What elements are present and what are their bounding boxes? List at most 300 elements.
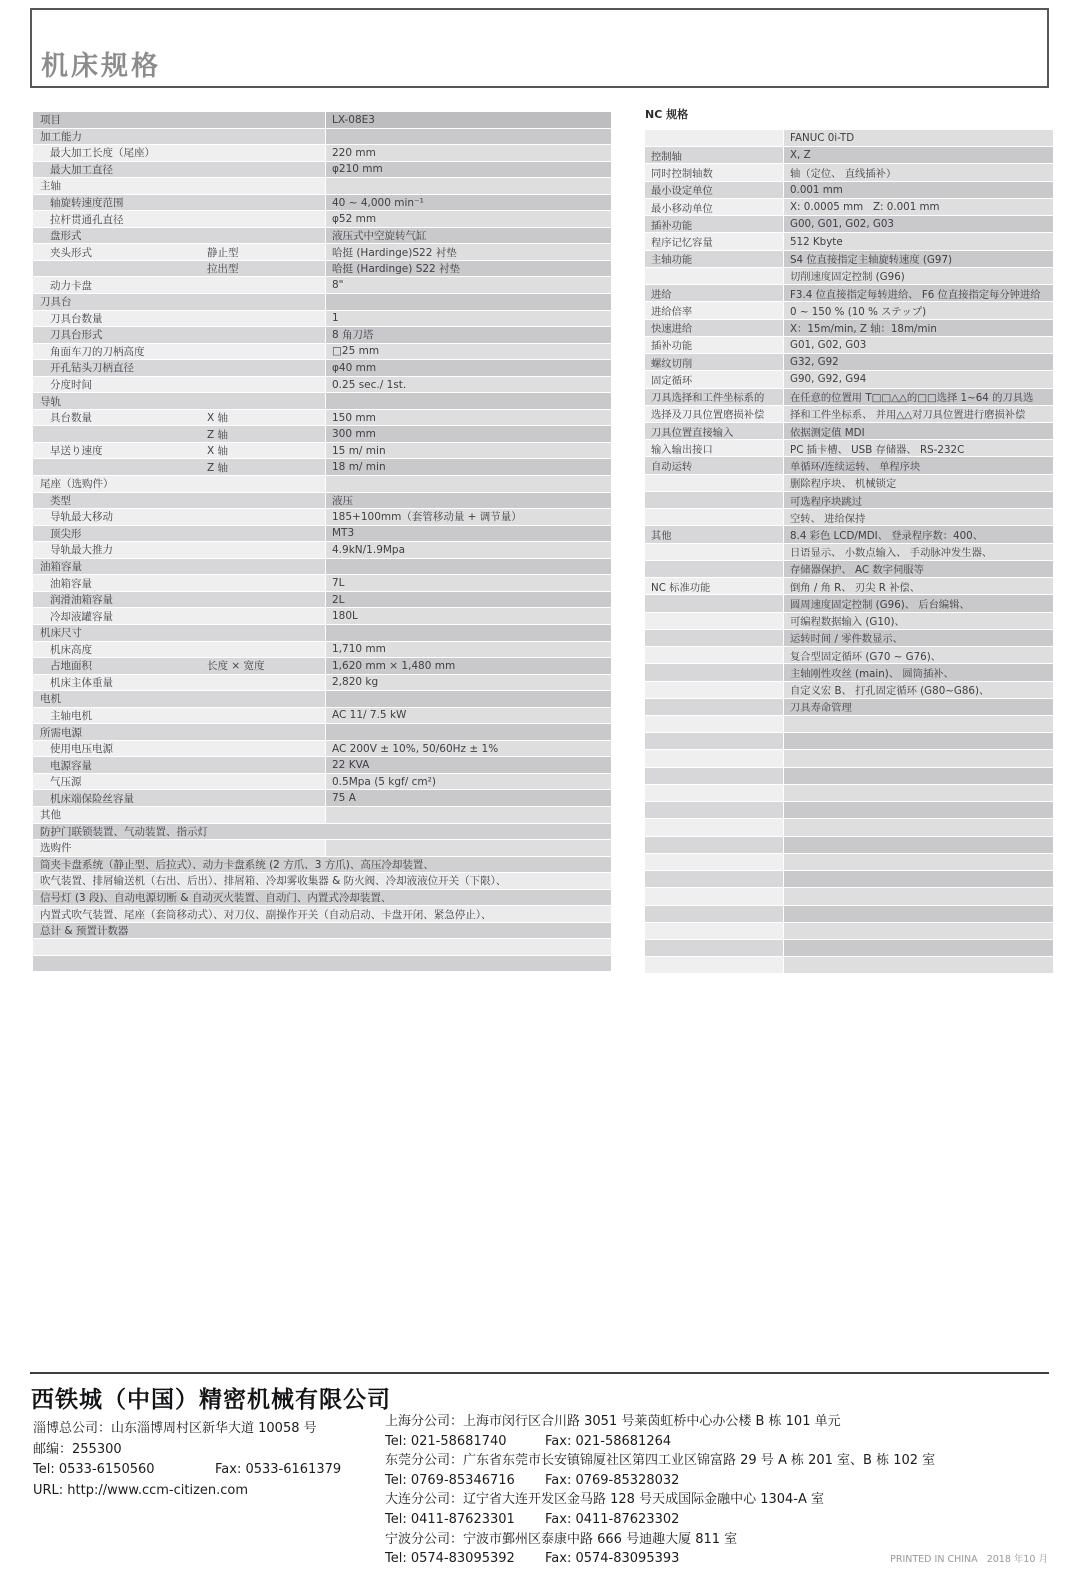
table-row [645, 613, 1053, 630]
spec-value-cell [783, 871, 1053, 887]
spec-label-cell [645, 492, 783, 508]
table-row [33, 244, 611, 261]
spec-value-cell [783, 733, 1053, 749]
spec-value-cell: 4.9kN/1.9Mpa [325, 542, 611, 558]
table-row [645, 733, 1053, 750]
page-header-box [30, 8, 1049, 88]
spec-label-cell [645, 768, 783, 784]
spec-label-cell [33, 211, 325, 227]
spec-label-cell [33, 195, 325, 211]
footer-line: URL: http://www.ccm-citizen.com [33, 1482, 249, 1498]
spec-label-cell [33, 443, 325, 459]
spec-sub-label: X 轴 [207, 412, 229, 425]
table-row [645, 182, 1053, 199]
table-row [33, 178, 611, 195]
spec-label-cell [33, 526, 325, 542]
table-row [645, 147, 1053, 164]
spec-value-cell: AC 11/ 7.5 kW [325, 708, 611, 724]
spec-label: 角面车刀的刀柄高度 [50, 345, 145, 358]
spec-value-cell: G90, G92, G94 [783, 371, 1053, 387]
spec-label: 导轨 [40, 395, 61, 408]
spec-label: 项目 [40, 114, 61, 127]
company-name: 西铁城（中国）精密机械有限公司 [31, 1387, 391, 1413]
spec-value-cell: 8 角刀塔 [325, 327, 611, 343]
spec-value-cell: 删除程序块、 机械锁定 [783, 475, 1053, 491]
footer-tel: Tel: 021-58681740 [385, 1433, 507, 1449]
spec-label-cell [33, 129, 325, 145]
spec-label-cell [33, 757, 325, 773]
spec-label: 导轨最大推力 [50, 544, 113, 557]
spec-label-cell [645, 647, 783, 663]
spec-value-cell [783, 837, 1053, 853]
spec-label-cell [33, 244, 325, 260]
spec-label-cell [33, 228, 325, 244]
spec-value-cell: 0 ~ 150 % (10 % ステップ) [783, 302, 1053, 318]
nc-spec-table [645, 130, 1053, 974]
spec-value-cell [325, 393, 611, 409]
spec-label-cell [645, 819, 783, 835]
table-row [645, 354, 1053, 371]
spec-label-cell [33, 625, 325, 641]
footer-fax: Fax: 0769-85328032 [545, 1472, 680, 1488]
spec-value-cell [325, 807, 611, 823]
spec-value-cell: 0.001 mm [783, 182, 1053, 198]
footer-head-office-block [33, 1419, 341, 1501]
spec-label: 主轴 [40, 180, 61, 193]
table-row [645, 957, 1053, 974]
spec-label: 早送り速度 [50, 445, 103, 458]
printed-note: PRINTED IN CHINA 2018 年10 月 [890, 1554, 1048, 1565]
spec-label-cell [33, 724, 325, 740]
spec-label: 具台数量 [50, 412, 92, 425]
table-row [33, 311, 611, 328]
spec-label: 尾座（选购件） [40, 478, 114, 491]
spec-label-cell [33, 608, 325, 624]
spec-label-cell [33, 642, 325, 658]
table-row [645, 371, 1053, 388]
table-row [33, 112, 611, 129]
table-row [645, 164, 1053, 181]
spec-label-cell [645, 130, 783, 146]
table-row [645, 526, 1053, 543]
spec-value-cell: 1,620 mm × 1,480 mm [325, 658, 611, 674]
spec-label: 分度时间 [50, 379, 92, 392]
spec-sub-label: 拉出型 [207, 263, 239, 276]
table-row [645, 906, 1053, 923]
spec-value-cell: 2L [325, 592, 611, 608]
spec-label: 盘形式 [50, 230, 82, 243]
footer-line: 上海分公司：上海市闵行区合川路 3051 号莱茵虹桥中心办公楼 B 栋 101 单元 [385, 1414, 841, 1429]
spec-label-cell [645, 957, 783, 973]
table-row [33, 443, 611, 460]
footer-line: 邮编：255300 [33, 1441, 122, 1457]
spec-label-cell [33, 493, 325, 509]
spec-value-cell: 空转、 进给保持 [783, 509, 1053, 525]
spec-label-cell: 最小移动单位 [645, 199, 783, 215]
table-row [645, 216, 1053, 233]
table-row [645, 544, 1053, 561]
table-row [645, 285, 1053, 302]
spec-label-cell [33, 691, 325, 707]
footer-telfax-line [33, 1460, 341, 1481]
spec-value-cell: G00, G01, G02, G03 [783, 216, 1053, 232]
spec-value-cell: 刀具寿命管理 [783, 699, 1053, 715]
table-row [645, 888, 1053, 905]
spec-label-cell [645, 595, 783, 611]
spec-label-cell [33, 360, 325, 376]
spec-label-cell: 螺纹切削 [645, 354, 783, 370]
spec-value-cell [783, 819, 1053, 835]
table-row [33, 509, 611, 526]
table-row [645, 923, 1053, 940]
spec-label-cell [33, 178, 325, 194]
table-row [33, 129, 611, 146]
spec-value-cell: □25 mm [325, 344, 611, 360]
spec-value-cell [325, 691, 611, 707]
table-row [645, 509, 1053, 526]
spec-value-cell: 可选程序块跳过 [783, 492, 1053, 508]
table-row [645, 320, 1053, 337]
table-row [33, 277, 611, 294]
spec-label: 润滑油箱容量 [50, 594, 113, 607]
table-row [645, 251, 1053, 268]
table-row [33, 493, 611, 510]
table-row [33, 741, 611, 758]
table-row [645, 578, 1053, 595]
table-row [645, 699, 1053, 716]
spec-value-cell [783, 906, 1053, 922]
spec-label-cell [33, 575, 325, 591]
spec-value-cell: FANUC 0i-TD [783, 130, 1053, 146]
spec-label-cell [645, 630, 783, 646]
footer-tel: Tel: 0769-85346716 [385, 1472, 515, 1488]
spec-label-cell [33, 162, 325, 178]
table-row: 总计 & 预置计数器 [33, 923, 611, 940]
table-row [645, 716, 1053, 733]
table-row [33, 675, 611, 692]
spec-label: 刀具台 [40, 296, 72, 309]
spec-value-cell: 0.25 sec./ 1st. [325, 377, 611, 393]
spec-label-cell [645, 561, 783, 577]
spec-label-cell: 主轴功能 [645, 251, 783, 267]
spec-value-cell: 15 m/ min [325, 443, 611, 459]
spec-value-cell: 复合型固定循环 (G70 ~ G76)、 [783, 647, 1053, 663]
spec-value-cell: LX-08E3 [325, 112, 611, 128]
table-row [645, 750, 1053, 767]
table-row [33, 658, 611, 675]
spec-value-cell: AC 200V ± 10%, 50/60Hz ± 1% [325, 741, 611, 757]
table-row [645, 406, 1053, 423]
footer-divider [30, 1372, 1049, 1374]
nc-spec-title: NC 规格 [645, 108, 689, 121]
spec-label-cell: 刀具位置直接输入 [645, 423, 783, 439]
table-row [645, 819, 1053, 836]
table-row [33, 377, 611, 394]
table-row [33, 642, 611, 659]
spec-value-cell: MT3 [325, 526, 611, 542]
spec-label: 类型 [50, 494, 71, 507]
spec-value-cell: X: 0.0005 mm Z: 0.001 mm [783, 199, 1053, 215]
spec-label-cell [33, 311, 325, 327]
spec-label-cell [33, 294, 325, 310]
table-row [645, 664, 1053, 681]
spec-value-cell: 可编程数据输入 (G10)、 [783, 613, 1053, 629]
spec-label-cell [33, 542, 325, 558]
table-row [645, 785, 1053, 802]
table-row [645, 682, 1053, 699]
spec-label-cell [33, 559, 325, 575]
table-row [33, 228, 611, 245]
table-row: 内置式吹气装置、尾座（套筒移动式）、对刀仪、副操作开关（自动启动、卡盘开闭、紧急停止）、 [33, 906, 611, 923]
table-row [645, 337, 1053, 354]
spec-label-cell: 插补功能 [645, 216, 783, 232]
spec-value-cell [783, 802, 1053, 818]
spec-label-cell [645, 888, 783, 904]
table-row [33, 840, 611, 857]
spec-label: 气压源 [50, 776, 82, 789]
spec-label-cell [645, 509, 783, 525]
spec-value-cell: X, Z [783, 147, 1053, 163]
spec-label-cell [645, 871, 783, 887]
spec-label: 机床端保险丝容量 [50, 792, 134, 805]
table-row [645, 561, 1053, 578]
spec-value-cell [783, 957, 1053, 973]
spec-label-cell [33, 393, 325, 409]
spec-value-cell: 1,710 mm [325, 642, 611, 658]
footer-line: 宁波分公司：宁波市鄞州区泰康中路 666 号迪趣大厦 811 室 [385, 1531, 738, 1547]
spec-label-cell: 同时控制轴数 [645, 164, 783, 180]
table-row [645, 268, 1053, 285]
spec-label: 轴旋转速度范围 [50, 197, 124, 209]
spec-label-cell [33, 774, 325, 790]
table-row [33, 757, 611, 774]
footer-telfax-line [385, 1471, 935, 1491]
spec-label: 夹头形式 [50, 246, 92, 259]
spec-label-cell [33, 377, 325, 393]
spec-label-cell: 控制轴 [645, 147, 783, 163]
spec-value-cell: 75 A [325, 790, 611, 806]
spec-value-cell [783, 785, 1053, 801]
table-row [33, 410, 611, 427]
spec-value-cell [783, 923, 1053, 939]
spec-value-cell: 液压 [325, 493, 611, 509]
spec-label-cell [33, 840, 325, 856]
spec-value-cell: 18 m/ min [325, 459, 611, 475]
table-row: 吹气装置、排屑输送机（右出、后出）、排屑箱、冷却雾收集器 & 防火阀、冷却液液位开关（下限）、 [33, 873, 611, 890]
spec-value-cell: 40 ~ 4,000 min⁻¹ [325, 195, 611, 211]
spec-value-cell: 185+100mm（套管移动量 + 调节量） [325, 509, 611, 525]
spec-label-cell: 选择及刀具位置磨损补偿 [645, 406, 783, 422]
table-row [33, 195, 611, 212]
spec-label: 所需电源 [40, 726, 82, 739]
spec-label-cell [33, 708, 325, 724]
footer-branches-block [385, 1412, 935, 1569]
table-row [33, 542, 611, 559]
spec-label: 加工能力 [40, 130, 82, 143]
spec-label-cell: NC 标准功能 [645, 578, 783, 594]
spec-value-cell: 哈挺 (Hardinge) S22 衬垫 [325, 261, 611, 277]
spec-value-cell [325, 625, 611, 641]
spec-value-cell: 日语显示、 小数点输入、 手动脉冲发生器、 [783, 544, 1053, 560]
spec-value-cell: 液压式中空旋转气缸 [325, 228, 611, 244]
table-row [645, 802, 1053, 819]
footer-telfax-line [385, 1432, 935, 1452]
spec-label-cell [645, 716, 783, 732]
spec-label-cell: 进给 [645, 285, 783, 301]
spec-value-cell [325, 178, 611, 194]
spec-value-cell: 单循环/连续运转、 单程序块 [783, 457, 1053, 473]
table-row [33, 360, 611, 377]
spec-label-cell [33, 426, 325, 442]
spec-label-cell [645, 544, 783, 560]
spec-label-cell [645, 613, 783, 629]
spec-value-cell: 22 KVA [325, 757, 611, 773]
spec-value-cell: X：15m/min, Z 轴：18m/min [783, 320, 1053, 336]
spec-label-cell [33, 592, 325, 608]
spec-value-cell: φ52 mm [325, 211, 611, 227]
table-row [645, 130, 1053, 147]
spec-label-cell [645, 699, 783, 715]
spec-value-cell [783, 768, 1053, 784]
spec-label-cell [33, 675, 325, 691]
table-row [645, 457, 1053, 474]
footer-fax: Fax: 0533-6161379 [215, 1462, 342, 1477]
table-row [33, 956, 611, 973]
spec-value-cell [325, 559, 611, 575]
spec-value-cell: 300 mm [325, 426, 611, 442]
spec-label: 开孔钻头刀柄直径 [50, 362, 134, 375]
spec-value-cell: 哈挺 (Hardinge)S22 衬垫 [325, 244, 611, 260]
table-row [645, 440, 1053, 457]
table-row [33, 426, 611, 443]
spec-label: 冷却液罐容量 [50, 610, 113, 623]
spec-sub-label: 静止型 [207, 246, 239, 259]
spec-label-cell [33, 459, 325, 475]
spec-value-cell: 存储器保护、 AC 数字伺服等 [783, 561, 1053, 577]
spec-label-cell: 最小设定单位 [645, 182, 783, 198]
spec-value-cell: 1 [325, 311, 611, 327]
spec-label: 选购件 [40, 842, 72, 855]
spec-value-cell: 依据测定值 MDI [783, 423, 1053, 439]
table-row [33, 459, 611, 476]
spec-value-cell: 在任意的位置用 T□□△△的□□选择 1~64 的刀具选 [783, 389, 1053, 405]
spec-label: 油箱容量 [40, 561, 82, 574]
spec-value-cell: 择和工件坐标系、 并用△△对刀具位置进行磨损补偿 [783, 406, 1053, 422]
footer-fax: Fax: 021-58681264 [545, 1433, 672, 1449]
table-row [33, 708, 611, 725]
spec-label-cell [33, 410, 325, 426]
spec-label-cell [645, 802, 783, 818]
table-row [33, 691, 611, 708]
spec-label-cell [645, 906, 783, 922]
spec-value-cell [783, 888, 1053, 904]
table-row [645, 492, 1053, 509]
table-row [33, 575, 611, 592]
table-row [33, 294, 611, 311]
spec-label: 机床高度 [50, 643, 92, 656]
spec-label: 最大加工长度（尾座） [50, 147, 155, 160]
spec-label: 刀具台形式 [50, 329, 103, 342]
spec-label: 电机 [40, 693, 61, 706]
spec-label-cell [33, 509, 325, 525]
footer-tel: Tel: 0411-87623301 [385, 1511, 515, 1527]
spec-label: 动力卡盘 [50, 279, 92, 292]
table-row [645, 630, 1053, 647]
table-row [33, 774, 611, 791]
spec-label-cell [645, 268, 783, 284]
spec-label: 占地面积 [50, 660, 92, 673]
spec-label-cell [645, 664, 783, 680]
table-row [33, 790, 611, 807]
spec-value-cell: 主轴刚性攻丝 (main)、 圆筒插补、 [783, 664, 1053, 680]
spec-value-cell: 150 mm [325, 410, 611, 426]
table-row [33, 526, 611, 543]
footer-fax: Fax: 0411-87623302 [545, 1511, 680, 1527]
spec-label-cell [33, 790, 325, 806]
spec-label: 拉杆贯通孔直径 [50, 213, 124, 226]
spec-value-cell: G32, G92 [783, 354, 1053, 370]
spec-value-cell: PC 插卡槽、 USB 存储器、 RS-232C [783, 440, 1053, 456]
spec-value-cell: 0.5Mpa (5 kgf/ cm²) [325, 774, 611, 790]
spec-value-cell [325, 476, 611, 492]
spec-value-cell: 7L [325, 575, 611, 591]
spec-sub-label: 长度 × 宽度 [207, 660, 265, 673]
footer-tel: Tel: 0574-83095392 [385, 1551, 515, 1567]
spec-label-cell [645, 475, 783, 491]
spec-label-cell: 刀具选择和工件坐标系的 [645, 389, 783, 405]
spec-label-cell: 固定循环 [645, 371, 783, 387]
spec-label-cell: 程序记忆容量 [645, 233, 783, 249]
spec-label: 导轨最大移动 [50, 511, 113, 524]
spec-label-cell [33, 112, 325, 128]
table-row [33, 261, 611, 278]
machine-spec-table [33, 112, 611, 972]
table-row [33, 327, 611, 344]
spec-label: 机床主体重量 [50, 676, 113, 689]
spec-label-cell [645, 733, 783, 749]
spec-value-cell [783, 716, 1053, 732]
footer-telfax-line [385, 1510, 935, 1530]
spec-value-cell: S4 位直接指定主轴旋转速度 (G97) [783, 251, 1053, 267]
table-row [645, 475, 1053, 492]
spec-label: 机床尺寸 [40, 627, 82, 640]
table-row [645, 199, 1053, 216]
spec-label: 顶尖形 [50, 527, 82, 540]
spec-value-cell: G01, G02, G03 [783, 337, 1053, 353]
spec-value-cell: 220 mm [325, 145, 611, 161]
spec-value-cell: φ210 mm [325, 162, 611, 178]
spec-label-cell [645, 785, 783, 801]
table-row [33, 608, 611, 625]
spec-label-cell [33, 344, 325, 360]
spec-label-cell [645, 682, 783, 698]
table-row [645, 871, 1053, 888]
page-title: 机床规格 [41, 51, 161, 82]
spec-value-cell [325, 724, 611, 740]
footer-fax: Fax: 0574-83095393 [545, 1551, 680, 1567]
spec-value-cell: 轴（定位、 直线插补） [783, 164, 1053, 180]
spec-label: 油箱容量 [50, 577, 92, 590]
table-row [33, 344, 611, 361]
spec-value-cell: F3.4 位直接指定每转进给、 F6 位直接指定每分钟进给 [783, 285, 1053, 301]
spec-sub-label: Z 轴 [207, 461, 229, 474]
table-row [33, 162, 611, 179]
footer-line: 淄博总公司：山东淄博周村区新华大道 10058 号 [33, 1421, 317, 1436]
table-row [33, 145, 611, 162]
table-row [645, 423, 1053, 440]
spec-label-cell [645, 837, 783, 853]
table-row [33, 807, 611, 824]
